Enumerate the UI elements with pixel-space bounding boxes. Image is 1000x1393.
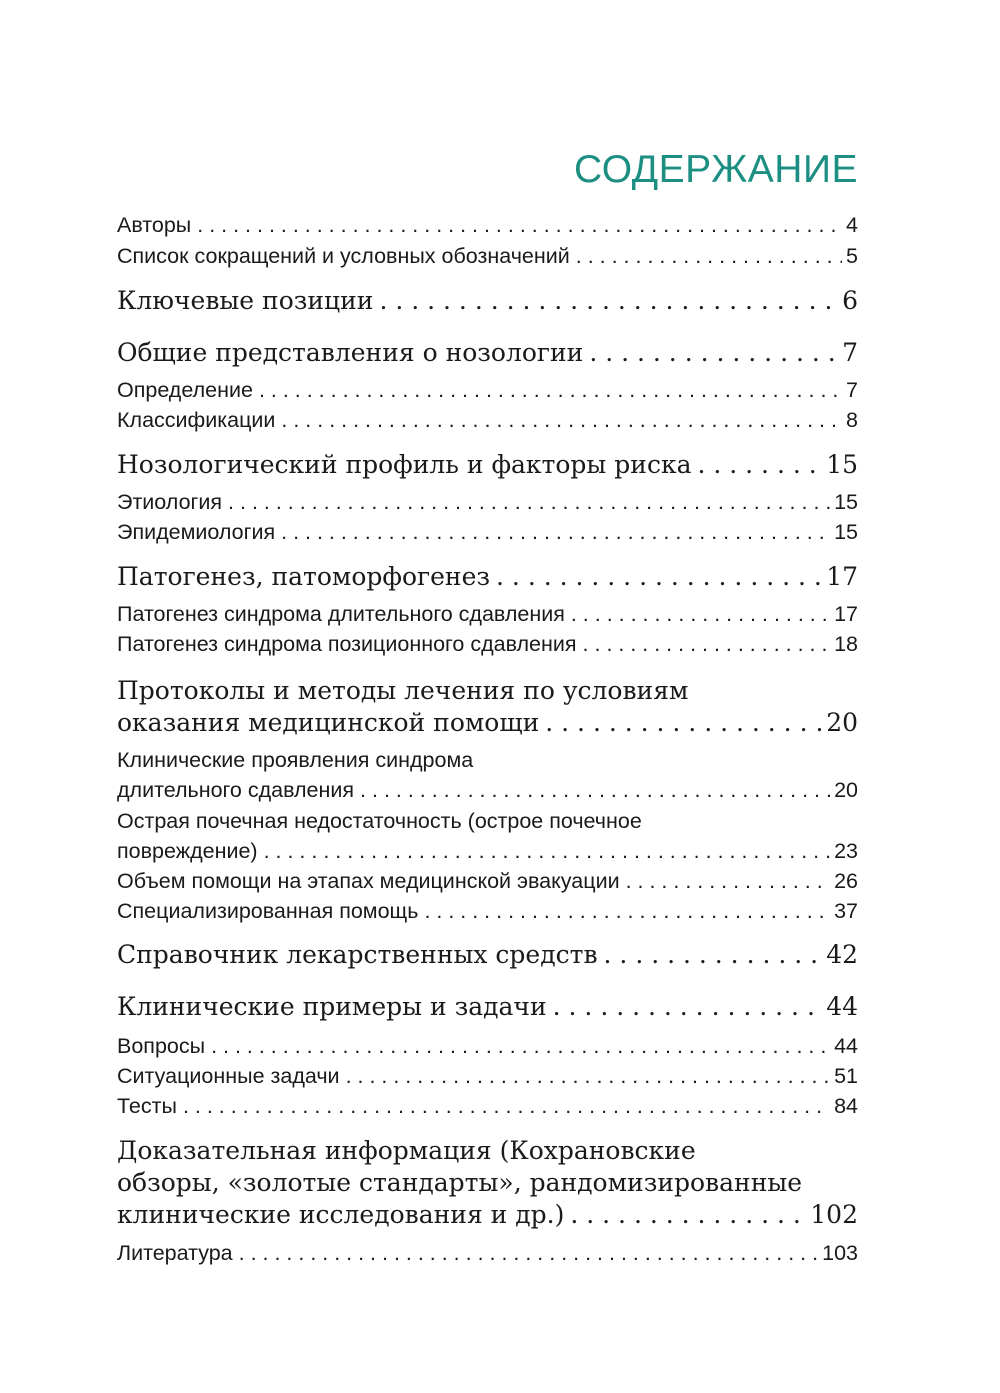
toc-entry-page: 4 [846, 213, 858, 237]
toc-section[interactable] [117, 449, 858, 481]
toc-section-title: Нозологический профиль и факторы риска [117, 450, 692, 479]
dot-leader [545, 707, 822, 739]
toc-section-page: 44 [826, 992, 858, 1021]
toc-entry-title: повреждение) [117, 839, 258, 863]
toc-entry-title: Патогенез синдрома позиционного сдавления [117, 632, 577, 656]
toc-entry-page: 15 [834, 520, 858, 544]
toc-section-page: 6 [842, 286, 858, 315]
toc-section-page: 15 [826, 450, 858, 479]
toc-entry[interactable] [117, 745, 858, 805]
dot-leader [553, 991, 823, 1023]
dot-leader [360, 775, 830, 805]
toc-entry-title: Список сокращений и условных обозначений [117, 244, 570, 268]
dot-leader [228, 487, 830, 517]
toc-entry[interactable] [117, 405, 858, 435]
toc-entry[interactable] [117, 517, 858, 547]
toc-entry[interactable] [117, 806, 858, 866]
dot-leader [571, 599, 830, 629]
toc-entry-title: Ситуационные задачи [117, 1064, 340, 1088]
dot-leader [281, 405, 842, 435]
toc-entry-title: Объем помощи на этапах медицинской эвакуации [117, 869, 620, 893]
toc-entry-page: 84 [834, 1094, 858, 1118]
toc-section-title-line: обзоры, «золотые стандарты», рандомизированные [117, 1168, 803, 1197]
toc-entry[interactable] [117, 1061, 858, 1091]
toc-entry[interactable] [117, 629, 858, 659]
toc-entry-page: 51 [834, 1064, 858, 1088]
dot-leader [604, 939, 823, 971]
dot-leader [264, 836, 830, 866]
toc-section-title: Справочник лекарственных средств [117, 940, 598, 969]
toc-section[interactable] [117, 561, 858, 593]
toc-entry[interactable] [117, 241, 858, 271]
toc-entry[interactable] [117, 1238, 858, 1268]
toc-entry-title: Литература [117, 1241, 233, 1265]
toc-entry[interactable] [117, 1091, 858, 1121]
toc-entry-page: 26 [834, 869, 858, 893]
toc-entry[interactable] [117, 375, 858, 405]
toc-section-page: 102 [810, 1200, 858, 1229]
toc-section-title: Общие представления о нозологии [117, 338, 584, 367]
dot-leader [346, 1061, 831, 1091]
toc-section[interactable] [117, 939, 858, 971]
dot-leader [379, 285, 838, 317]
toc-entry-page: 37 [834, 899, 858, 923]
toc-entry-page: 15 [834, 490, 858, 514]
toc-entry-title: Эпидемиология [117, 520, 276, 544]
toc-section[interactable] [117, 1135, 858, 1231]
toc-section-title: клинические исследования и др.) [117, 1200, 565, 1229]
dot-leader [626, 866, 830, 896]
dot-leader [281, 517, 830, 547]
dot-leader [197, 210, 842, 240]
toc-section-title: Клинические примеры и задачи [117, 992, 547, 1021]
page-title: СОДЕРЖАНИЕ [573, 148, 858, 191]
toc-section-page: 7 [842, 338, 858, 367]
toc-entry-page: 44 [834, 1034, 858, 1058]
toc-entry-title-line: Клинические проявления синдрома [117, 748, 474, 772]
toc-entry[interactable] [117, 896, 858, 926]
toc-section-page: 42 [826, 940, 858, 969]
dot-leader [211, 1031, 830, 1061]
toc-entry[interactable] [117, 487, 858, 517]
toc-entry-title: Классификации [117, 408, 276, 432]
toc-entry-title: Тесты [117, 1094, 177, 1118]
toc-entry-page: 20 [834, 778, 858, 802]
dot-leader [424, 896, 830, 926]
toc-entry-title: Этиология [117, 490, 223, 514]
toc-entry-title: Патогенез синдрома длительного сдавления [117, 602, 565, 626]
toc-entry-page: 17 [834, 602, 858, 626]
dot-leader [583, 629, 831, 659]
dot-leader [183, 1091, 830, 1121]
dot-leader [570, 1199, 806, 1231]
toc-section-page: 20 [826, 708, 858, 737]
dot-leader [697, 449, 822, 481]
toc-entry-page: 18 [834, 632, 858, 656]
toc-entry-page: 5 [846, 244, 858, 268]
toc-section-title-line: Доказательная информация (Кохрановские [117, 1136, 696, 1165]
toc-section-page: 17 [826, 562, 858, 591]
toc-section-title: оказания медицинской помощи [117, 708, 540, 737]
toc-entry-title: длительного сдавления [117, 778, 355, 802]
toc-entry-title: Определение [117, 378, 253, 402]
toc-section[interactable] [117, 991, 858, 1023]
toc-entry-title: Специализированная помощь [117, 899, 419, 923]
toc-entry-page: 23 [834, 839, 858, 863]
toc-entry[interactable] [117, 599, 858, 629]
dot-leader [496, 561, 822, 593]
toc-entry-title: Авторы [117, 213, 192, 237]
toc-section[interactable] [117, 675, 858, 739]
toc-section-title: Патогенез, патоморфогенез [117, 562, 491, 591]
dot-leader [239, 1238, 818, 1268]
toc-section[interactable] [117, 337, 858, 369]
toc-section[interactable] [117, 285, 858, 317]
toc-section-title-line: Протоколы и методы лечения по условиям [117, 676, 689, 705]
dot-leader [259, 375, 842, 405]
toc-entry-page: 8 [846, 408, 858, 432]
toc-entry-title-line: Острая почечная недостаточность (острое почечное [117, 809, 642, 833]
toc-entry-page: 7 [846, 378, 858, 402]
toc-entry-page: 103 [822, 1241, 858, 1265]
toc-section-title: Ключевые позиции [117, 286, 374, 315]
toc-entry[interactable] [117, 1031, 858, 1061]
toc-entry[interactable] [117, 866, 858, 896]
dot-leader [576, 241, 842, 271]
dot-leader [589, 337, 838, 369]
toc-entry-title: Вопросы [117, 1034, 206, 1058]
toc-entry[interactable] [117, 210, 858, 240]
